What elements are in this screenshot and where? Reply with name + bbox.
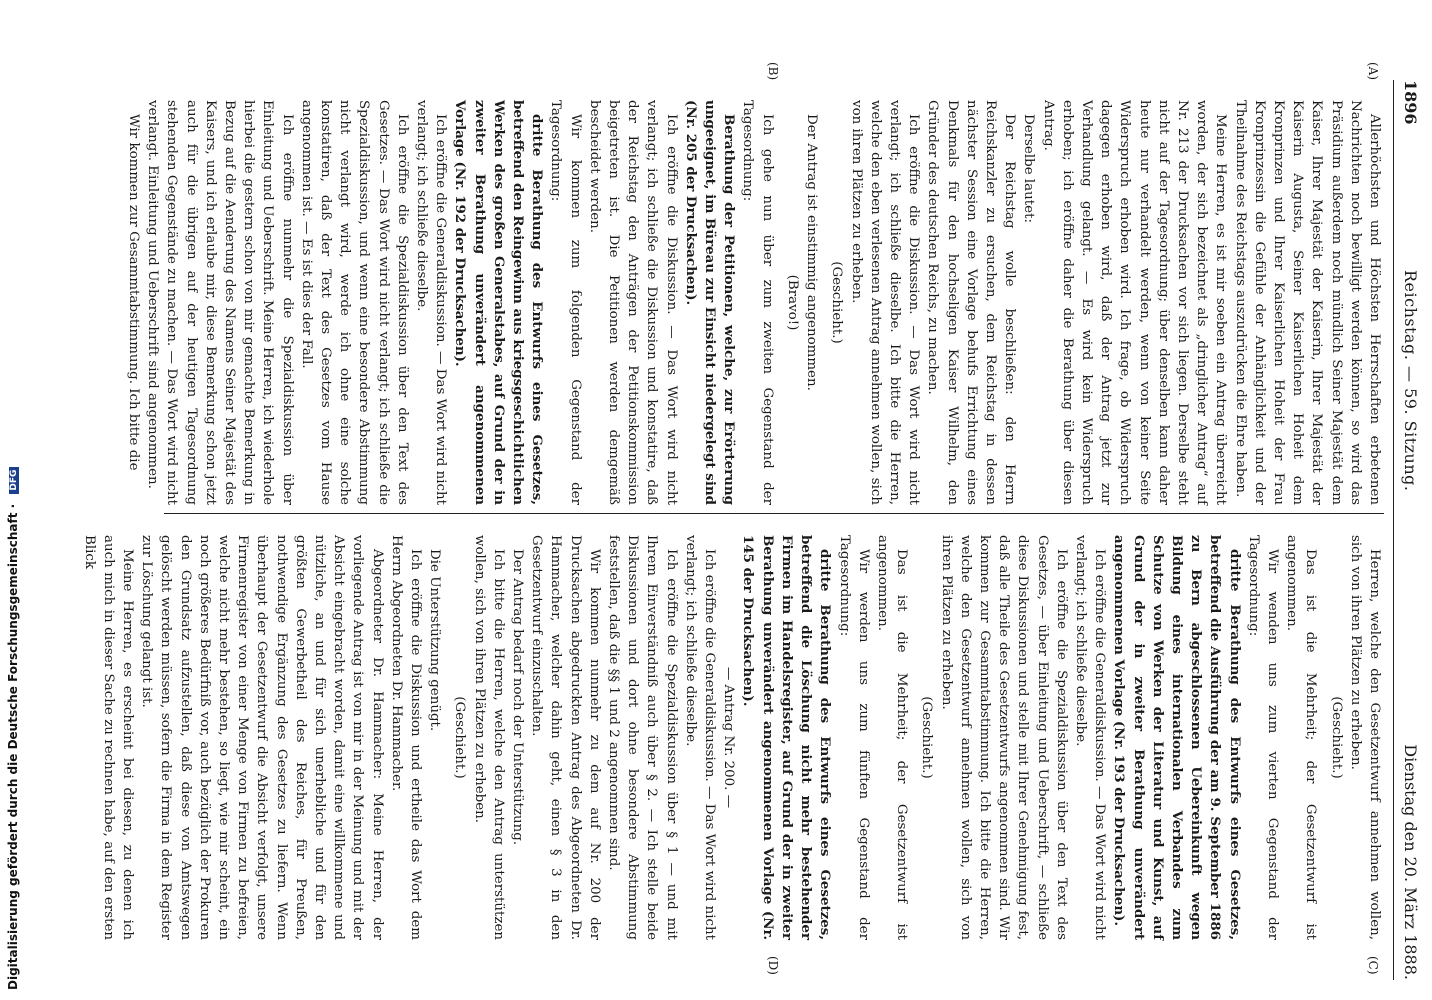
paragraph: Ich eröffne die Spezialdiskussion über den Text des Gesetzes. — Das Wort wird nicht verlangt; ich schließe die Spezialdiskussion, und wenn eine besondere Abstimmung nicht verlangt wird, werde ich ohne eine solche konstatiren, daß der Text des Gesetzes vom Hause angenommen ist. — Es ist dies der Fall.	[298, 100, 410, 505]
paragraph: Wir wenden uns zum vierten Gegenstand der Tagesordnung:	[1245, 535, 1280, 940]
column-separator	[164, 513, 1384, 514]
paragraph: Der Antrag ist einstimmig angenommen.	[804, 114, 820, 391]
paragraph: Ich eröffne die Generaldiskussion. — Das Wort wird nicht verlangt; ich schließe dieselbe.	[682, 535, 718, 940]
paragraph: Derselbe lautet:	[1021, 114, 1037, 223]
paragraph: dritte Berathung des Entwurfs eines Gesetzes, betreffend die Ausführung der am 9. September 1886 zu Bern abgeschlossenen Uebereinkunft wegen Bildung eines internationalen Verbandes zum Schutze von Werken der Literatur und Kunst, auf Grund der in zweiter Berathung unverändert angenommenen Vorlage (Nr. 193 der Drucksachen).	[1111, 535, 1243, 940]
paragraph: (Geschieht.)	[452, 696, 468, 779]
left-column	[124, 100, 1384, 505]
paragraph: (Geschieht.)	[829, 261, 845, 344]
paragraph: Ich eröffne die Spezialdiskussion über § 1 — und mit Ihrem Einverständniß auch über § 2. — Ich stelle beide Diskussionen und dort ohne besondere Abstimmung feststellen, daß die §§ 1 und 2 angenommen sind.	[606, 535, 679, 940]
paragraph: Ich eröffne die Diskussion. — Das Wort wird nicht verlangt; ich schließe dieselbe. Ich bitte die Herren, welche den eben verlesenen Antrag annehmen wollen, sich von ihren Plätzen zu erheben.	[848, 100, 922, 505]
paragraph: Ich eröffne die Diskussion. — Das Wort wird nicht verlangt; ich schließe die Diskussion und konstatire, daß der Reichstag den Anträgen der Petitionskommission beigetreten ist. Die Petitionen werden demgemäß bescheidet werden.	[586, 100, 679, 505]
paragraph: (Geschieht.)	[1328, 696, 1344, 779]
paragraph: Meine Herren, es erscheint bei diesen, zu denen ich auch mich in dieser Sache zu rechnen habe, auf den ersten Blick	[81, 535, 135, 940]
paragraph: Wir werden uns zum fünften Gegenstand der Tagesordnung:	[836, 535, 871, 940]
paragraph: Das ist die Mehrheit; der Gesetzentwurf ist angenommen.	[1284, 535, 1319, 940]
paragraph: (Bravo!)	[784, 274, 800, 331]
paragraph: Ich eröffne die Generaldiskussion. — Das Wort wird nicht verlangt; ich schließe dieselbe.	[1072, 535, 1108, 940]
paragraph: Ich eröffne nunmehr die Spezialdiskussion über Einleitung und Ueberschrift. Meine Herren, ich wiederhole hierbei die gestern schon von mir gemachte Bemerkung in Bezug auf die Aenderung des Namens Seiner Majestät des Kaisers, und ich erlaube mir, diese Bemerkung schon jetzt auch für die übrigen auf der heutigen Tagesordnung stehenden Gegenstände zu machen. — Das Wort wird nicht verlangt. Einleitung und Ueberschrift sind angenommen.	[145, 100, 295, 505]
paragraph: dritte Berathung des Entwurfs eines Gesetzes, betreffend die Löschung nicht mehr bestehender Firmen im Handelsregister, auf Grund der in zweiter Berathung unverändert angenommenen Vorlage (Nr. 145 der Drucksachen).	[740, 535, 834, 940]
paragraph: Wir kommen zum folgenden Gegenstand der Tagesordnung:	[548, 100, 583, 505]
session-date: Dienstag den 20. März 1888.	[1401, 744, 1420, 980]
paragraph: Berathung der Petitionen, welche, zur Erörterung ungeeignet, im Büreau zur Einsicht niedergelegt sind (Nr. 205 der Drucksachen).	[682, 100, 738, 505]
digitization-footer	[6, 467, 20, 990]
paragraph: Meine Herren, es ist mir soeben ein Antrag überreicht worden, der sich bezeichnet als „dringlicher Antrag“ auf Nr. 213 der Drucksachen vor sich liegen. Derselbe steht nicht auf der Tagesordnung; über denselben kann daher heute nur verhandelt werden, wenn von keiner Seite Widerspruch erhoben wird. Ich frage, ob Widerspruch dagegen erhoben wird, daß der Antrag jetzt zur Verhandlung gelangt. — Es wird kein Widerspruch erhoben; ich eröffne daher die Berathung über diesen Antrag.	[1040, 100, 1229, 505]
page-number: 1896	[1401, 80, 1420, 125]
margin-label-c: (C)	[1366, 956, 1380, 975]
paragraph: Ich gehe nun über zum zweiten Gegenstand der Tagesordnung:	[740, 100, 775, 505]
paragraph: dritte Berathung des Entwurfs eines Gesetzes, betreffend den Reingewinn aus kriegsgeschichtlichen Werken des großen Generalstabes, auf Grund der in zweiter Berathung unverändert angenommenen Vorlage (Nr. 192 der Drucksachen).	[452, 100, 546, 505]
paragraph: Ich bitte die Herren, welche den Antrag unterstützen wollen, sich von ihren Plätzen zu erheben.	[471, 535, 506, 940]
margin-label-a: (A)	[1366, 62, 1380, 81]
session-title: Reichstag. — 59. Sitzung.	[1401, 270, 1420, 492]
paragraph: Ich eröffne die Diskussion und ertheile das Wort dem Herrn Abgeordneten Dr. Hammacher.	[388, 535, 424, 940]
header-rule	[1393, 80, 1394, 980]
paragraph: Der Antrag bedarf noch der Unterstützung.	[510, 549, 526, 846]
paragraph: — Antrag Nr. 200. —	[721, 666, 737, 809]
footer-text: Digitalisierung gefördert durch die Deutsche Forschungsgemeinschaft ·	[6, 503, 20, 990]
margin-label-d: (D)	[766, 956, 780, 975]
paragraph: Allerhöchsten und Höchsten Herrschaften erbetenen Nachrichten noch bewilligt werden können, so wird das Präsidium außerdem noch mündlich Seiner Majestät dem Kaiser, Ihrer Majestät der Kaiserin, Ihrer Majestät der Kaiserin Augusta, Seiner Kaiserlichen Hoheit dem Kronprinzen und Ihrer Kaiserlichen Hoheit der Frau Kronprinzessin die Gefühle der Anhänglichkeit und der Theilnahme des Reichstags auszudrücken die Ehre haben.	[1232, 100, 1382, 505]
margin-label-b: (B)	[766, 62, 780, 81]
page-header	[1398, 80, 1420, 980]
paragraph: Ich eröffne die Spezialdiskussion über den Text des Gesetzes, — über Einleitung und Ueberschrift, — schließe diese Diskussionen und stelle mit Ihrer Genehmigung fest, daß alle Theile des Gesetzentwurfs angenommen sind. Wir kommen zur Gesammtabstimmung. Ich bitte die Herren, welche den Gesetzentwurf annehmen wollen, sich von ihren Plätzen zu erheben.	[938, 535, 1069, 940]
paragraph: Ich eröffne die Generaldiskussion. — Das Wort wird nicht verlangt; ich schließe dieselbe.	[414, 100, 449, 505]
paragraph: Die Unterstützung genügt.	[427, 549, 443, 732]
paragraph: Der Reichstag wolle beschließen: den Herrn Reichskanzler zu ersuchen, dem Reichstag in dessen nächster Session eine Vorlage behufs Errichtung eines Denkmals für den hochseligen Kaiser Wilhelm, den Gründer des deutschen Reichs, zu machen.	[925, 100, 1018, 505]
paragraph: Abgeordneter Dr. Hammacher: Meine Herren, der vorliegende Antrag ist von mir in der Meinung und mit der Absicht eingebracht worden, damit eine willkommene und nützliche, an und für sich unerhebliche und für den größten Gewerbetheil des Reiches, für Preußen, nothwendige Ergänzung des Gesetzes zu liefern. Wenn überhaupt der Gesetzentwurf die Absicht verfolgt, unsere Firmenregister von einer Menge von Firmen zu befreien, welche nicht mehr bestehen, so liegt, wie mir scheint, ein noch größeres Bedürfniß vor, auch bezüglich der Prokuren den Grundsatz aufzustellen, daß diese von Amtswegen gelöscht werden müssen, sofern die Firma in dem Register zur Löschung gelangt ist.	[139, 535, 385, 940]
paragraph: Wir kommen zur Gesammtabstimmung. Ich bitte die	[126, 114, 141, 471]
paragraph: Wir kommen nunmehr zu dem auf Nr. 200 der Drucksachen abgedruckten Antrag des Abgeordneten Dr. Hammacher, welcher dahin geht, einen § 3 in den Gesetzentwurf einzuschalten.	[529, 535, 602, 940]
paragraph: Das ist die Mehrheit; der Gesetzentwurf ist angenommen.	[874, 535, 910, 940]
rotated-page	[81, 60, 1420, 990]
paragraph: Herren, welche den Gesetzentwurf annehmen wollen, sich von ihren Plätzen zu erheben.	[1347, 535, 1382, 940]
paragraph: (Geschieht.)	[919, 696, 935, 779]
dfg-logo: DFG	[9, 467, 19, 494]
right-column	[79, 535, 1384, 940]
